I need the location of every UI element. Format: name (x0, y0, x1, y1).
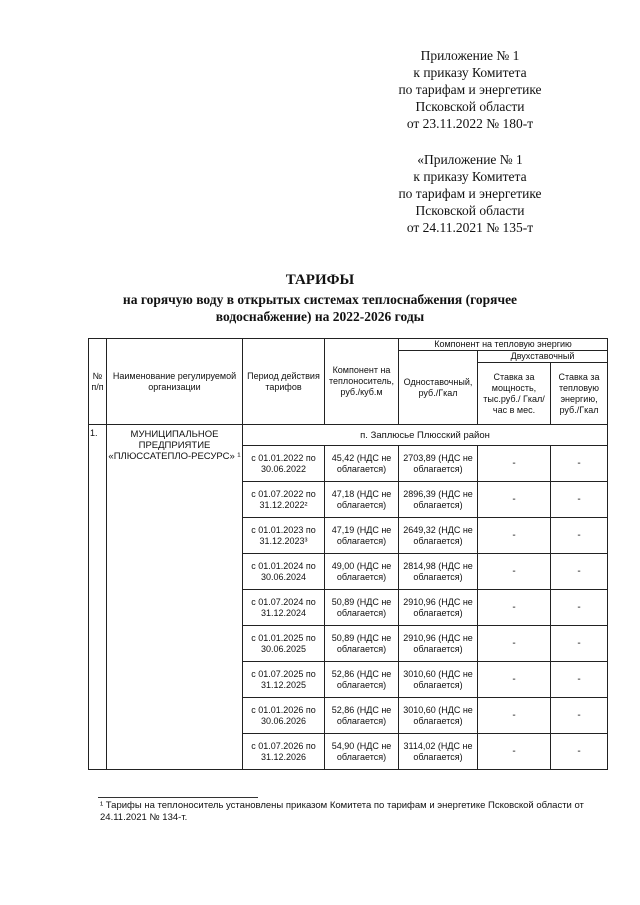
period-cell: с 01.01.2024 по 30.06.2024 (243, 554, 325, 590)
organization-name: МУНИЦИПАЛЬНОЕ ПРЕДПРИЯТИЕ «ПЛЮССАТЕПЛО-РЕСУРС» ¹ (107, 425, 243, 770)
energy-rate-cell: - (551, 734, 608, 770)
period-cell: с 01.01.2022 по 30.06.2022 (243, 446, 325, 482)
period-cell: с 01.01.2025 по 30.06.2025 (243, 626, 325, 662)
appendix-previous-reference (370, 151, 570, 236)
appendix-line: по тарифам и энергетике (398, 82, 542, 97)
carrier-cell: 45,42 (НДС не облагается) (325, 446, 399, 482)
power-rate-cell: - (478, 662, 551, 698)
power-rate-cell: - (478, 734, 551, 770)
carrier-cell: 52,86 (НДС не облагается) (325, 662, 399, 698)
period-cell: с 01.07.2022 по 31.12.2022² (243, 482, 325, 518)
appendix-line: по тарифам и энергетике (398, 186, 542, 201)
period-cell: с 01.07.2026 по 31.12.2026 (243, 734, 325, 770)
row-number: 1. (89, 425, 107, 770)
appendix-line: к приказу Комитета (413, 65, 527, 80)
one-part-cell: 2703,89 (НДС не облагается) (399, 446, 478, 482)
one-part-cell: 2814,98 (НДС не облагается) (399, 554, 478, 590)
document-title: ТАРИФЫ (285, 272, 355, 288)
appendix-line: Псковской области (415, 99, 525, 114)
header-power-rate: Ставка за мощность, тыс.руб./ Гкал/час в мес. (478, 363, 551, 425)
appendix-current-reference (370, 47, 570, 132)
appendix-line: от 24.11.2021 № 135-т (406, 220, 534, 235)
one-part-cell: 2896,39 (НДС не облагается) (399, 482, 478, 518)
tariffs-table (88, 338, 608, 770)
header-two-part-rate: Двухставочный (478, 351, 608, 363)
power-rate-cell: - (478, 518, 551, 554)
carrier-cell: 50,89 (НДС не облагается) (325, 590, 399, 626)
energy-rate-cell: - (551, 446, 608, 482)
power-rate-cell: - (478, 482, 551, 518)
power-rate-cell: - (478, 590, 551, 626)
period-cell: с 01.07.2025 по 31.12.2025 (243, 662, 325, 698)
energy-rate-cell: - (551, 626, 608, 662)
energy-rate-cell: - (551, 554, 608, 590)
energy-rate-cell: - (551, 482, 608, 518)
period-cell: с 01.01.2026 по 30.06.2026 (243, 698, 325, 734)
power-rate-cell: - (478, 698, 551, 734)
appendix-line: Псковской области (415, 203, 525, 218)
header-one-part-rate: Одноставочный, руб./Гкал (399, 351, 478, 425)
energy-rate-cell: - (551, 590, 608, 626)
header-number: № п/п (89, 339, 107, 425)
one-part-cell: 3010,60 (НДС не облагается) (399, 698, 478, 734)
location-label: п. Заплюсье Плюсский район (243, 425, 608, 446)
carrier-cell: 47,18 (НДС не облагается) (325, 482, 399, 518)
one-part-cell: 3010,60 (НДС не облагается) (399, 662, 478, 698)
footnote-divider (98, 797, 258, 798)
energy-rate-cell: - (551, 662, 608, 698)
power-rate-cell: - (478, 554, 551, 590)
carrier-cell: 50,89 (НДС не облагается) (325, 626, 399, 662)
power-rate-cell: - (478, 626, 551, 662)
energy-rate-cell: - (551, 698, 608, 734)
one-part-cell: 2910,96 (НДС не облагается) (399, 590, 478, 626)
header-energy-component: Компонент на тепловую энергию (399, 339, 608, 351)
energy-rate-cell: - (551, 518, 608, 554)
carrier-cell: 49,00 (НДС не облагается) (325, 554, 399, 590)
appendix-line: от 23.11.2022 № 180-т (406, 116, 534, 131)
carrier-cell: 52,86 (НДС не облагается) (325, 698, 399, 734)
footnote (100, 800, 600, 824)
one-part-cell: 2910,96 (НДС не облагается) (399, 626, 478, 662)
header-period: Период действия тарифов (243, 339, 325, 425)
one-part-cell: 3114,02 (НДС не облагается) (399, 734, 478, 770)
appendix-line: к приказу Комитета (413, 169, 527, 184)
header-organization: Наименование регулируемой организации (107, 339, 243, 425)
one-part-cell: 2649,32 (НДС не облагается) (399, 518, 478, 554)
power-rate-cell: - (478, 446, 551, 482)
header-carrier-component: Компонент на теплоноситель, руб./куб.м (325, 339, 399, 425)
document-subtitle: на горячую воду в открытых системах теплоснабжения (горячее водоснабжение) на 2022-2026 годы (122, 292, 518, 324)
appendix-line: «Приложение № 1 (417, 152, 523, 167)
appendix-line: Приложение № 1 (420, 48, 520, 63)
period-cell: с 01.01.2023 по 31.12.2023³ (243, 518, 325, 554)
footnote-text: ¹ Тарифы на теплоноситель установлены приказом Комитета по тарифам и энергетике Псковской области от 24.11.2021 № 134-т. (100, 800, 584, 823)
carrier-cell: 54,90 (НДС не облагается) (325, 734, 399, 770)
period-cell: с 01.07.2024 по 31.12.2024 (243, 590, 325, 626)
header-energy-rate: Ставка за тепловую энергию, руб./Гкал (551, 363, 608, 425)
carrier-cell: 47,19 (НДС не облагается) (325, 518, 399, 554)
